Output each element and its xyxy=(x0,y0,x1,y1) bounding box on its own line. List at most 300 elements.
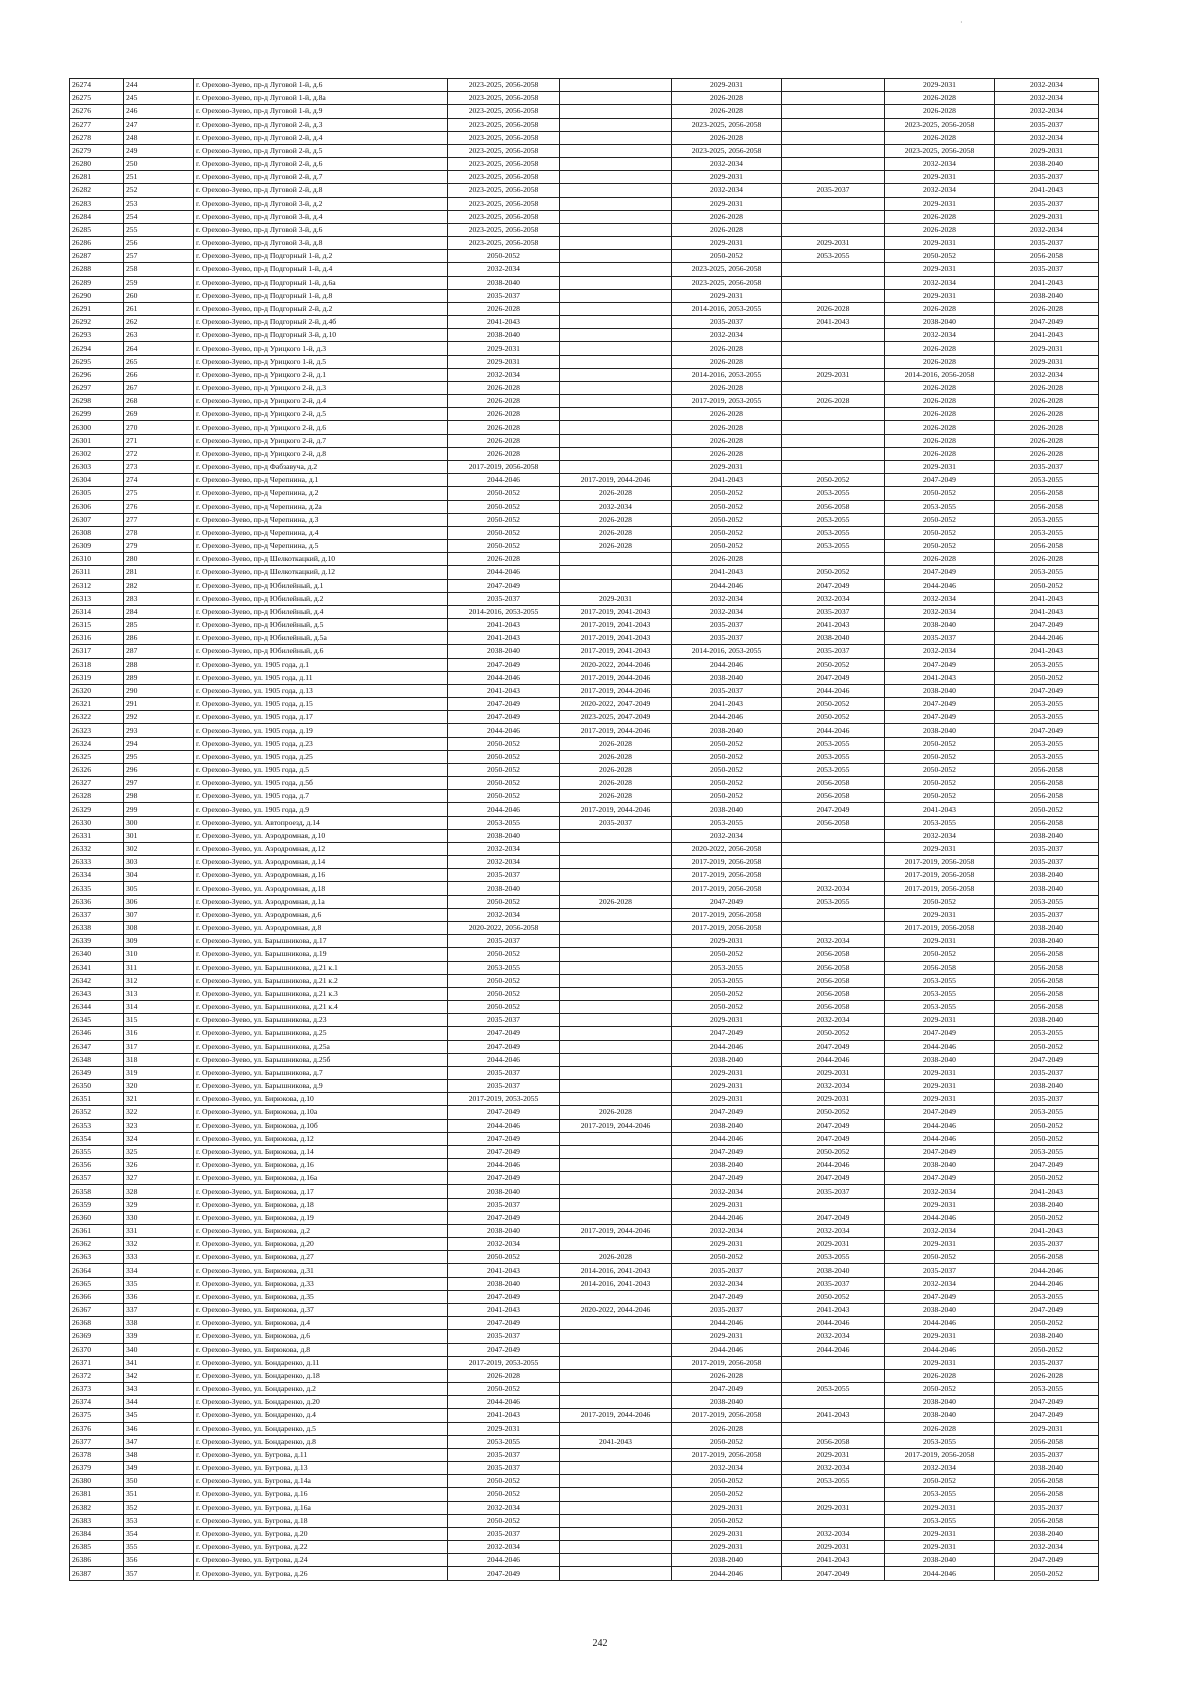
period-1-cell: 2020-2022, 2056-2058 xyxy=(448,922,560,935)
row-number-cell: 352 xyxy=(124,1501,194,1514)
period-6-cell: 2041-2043 xyxy=(995,184,1099,197)
period-4-cell: 2056-2058 xyxy=(782,790,885,803)
table-row xyxy=(70,658,1099,671)
period-3-cell: 2017-2019, 2056-2058 xyxy=(672,1356,782,1369)
table-row xyxy=(70,1264,1099,1277)
period-1-cell: 2053-2055 xyxy=(448,961,560,974)
period-6-cell: 2035-2037 xyxy=(995,1501,1099,1514)
period-5-cell: 2053-2055 xyxy=(885,1514,995,1527)
period-2-cell xyxy=(560,908,672,921)
period-3-cell: 2038-2040 xyxy=(672,724,782,737)
period-4-cell: 2053-2055 xyxy=(782,513,885,526)
period-3-cell: 2029-2031 xyxy=(672,1541,782,1554)
table-row xyxy=(70,1514,1099,1527)
period-2-cell: 2035-2037 xyxy=(560,816,672,829)
period-6-cell: 2035-2037 xyxy=(995,263,1099,276)
period-2-cell xyxy=(560,144,672,157)
row-number-cell: 289 xyxy=(124,671,194,684)
period-5-cell: 2047-2049 xyxy=(885,1172,995,1185)
period-1-cell: 2047-2049 xyxy=(448,1567,560,1580)
row-number-cell: 324 xyxy=(124,1132,194,1145)
period-2-cell xyxy=(560,237,672,250)
period-3-cell: 2026-2028 xyxy=(672,408,782,421)
period-6-cell: 2044-2046 xyxy=(995,1264,1099,1277)
period-4-cell: 2056-2058 xyxy=(782,948,885,961)
period-5-cell: 2047-2049 xyxy=(885,566,995,579)
period-3-cell: 2029-2031 xyxy=(672,1080,782,1093)
period-5-cell: 2044-2046 xyxy=(885,1567,995,1580)
period-2-cell xyxy=(560,447,672,460)
period-6-cell: 2047-2049 xyxy=(995,619,1099,632)
row-number-cell: 314 xyxy=(124,1001,194,1014)
period-3-cell: 2032-2034 xyxy=(672,184,782,197)
period-6-cell: 2026-2028 xyxy=(995,408,1099,421)
row-number-cell: 247 xyxy=(124,118,194,131)
period-1-cell: 2044-2046 xyxy=(448,1396,560,1409)
period-5-cell: 2029-2031 xyxy=(885,935,995,948)
period-5-cell: 2029-2031 xyxy=(885,1527,995,1540)
address-cell: г. Орехово-Зуево, ул. Бугрова, д.20 xyxy=(194,1527,448,1540)
row-number-cell: 271 xyxy=(124,434,194,447)
period-4-cell: 2041-2043 xyxy=(782,619,885,632)
row-id-cell: 26332 xyxy=(70,842,124,855)
row-number-cell: 282 xyxy=(124,579,194,592)
period-2-cell xyxy=(560,1211,672,1224)
period-6-cell: 2038-2040 xyxy=(995,829,1099,842)
table-row xyxy=(70,1093,1099,1106)
period-2-cell: 2017-2019, 2044-2046 xyxy=(560,803,672,816)
address-cell: г. Орехово-Зуево, ул. Барышникова, д.25 xyxy=(194,1027,448,1040)
row-number-cell: 275 xyxy=(124,487,194,500)
period-5-cell: 2053-2055 xyxy=(885,816,995,829)
period-3-cell: 2014-2016, 2053-2055 xyxy=(672,645,782,658)
period-5-cell: 2026-2028 xyxy=(885,408,995,421)
address-cell: г. Орехово-Зуево, ул. Бирюкова, д.10а xyxy=(194,1106,448,1119)
period-2-cell xyxy=(560,829,672,842)
period-1-cell: 2023-2025, 2056-2058 xyxy=(448,131,560,144)
period-6-cell: 2032-2034 xyxy=(995,1541,1099,1554)
period-6-cell: 2053-2055 xyxy=(995,658,1099,671)
row-id-cell: 26300 xyxy=(70,421,124,434)
period-3-cell: 2017-2019, 2056-2058 xyxy=(672,1409,782,1422)
address-cell: г. Орехово-Зуево, ул. Барышникова, д.21 к.3 xyxy=(194,987,448,1000)
period-5-cell: 2029-2031 xyxy=(885,1541,995,1554)
period-3-cell: 2053-2055 xyxy=(672,974,782,987)
address-cell: г. Орехово-Зуево, ул. Барышникова, д.23 xyxy=(194,1014,448,1027)
row-number-cell: 354 xyxy=(124,1527,194,1540)
address-cell: г. Орехово-Зуево, ул. Аэродромная, д.16 xyxy=(194,869,448,882)
row-id-cell: 26275 xyxy=(70,92,124,105)
period-6-cell: 2026-2028 xyxy=(995,395,1099,408)
period-3-cell: 2017-2019, 2056-2058 xyxy=(672,1448,782,1461)
period-4-cell xyxy=(782,131,885,144)
table-row xyxy=(70,1277,1099,1290)
row-number-cell: 249 xyxy=(124,144,194,157)
row-number-cell: 310 xyxy=(124,948,194,961)
row-number-cell: 296 xyxy=(124,763,194,776)
table-row xyxy=(70,1251,1099,1264)
period-1-cell: 2047-2049 xyxy=(448,1172,560,1185)
period-3-cell: 2029-2031 xyxy=(672,1238,782,1251)
period-2-cell xyxy=(560,434,672,447)
period-2-cell xyxy=(560,948,672,961)
table-row xyxy=(70,1132,1099,1145)
address-cell: г. Орехово-Зуево, пр-д Черепнина, д.2а xyxy=(194,500,448,513)
period-3-cell: 2032-2034 xyxy=(672,1277,782,1290)
row-id-cell: 26379 xyxy=(70,1462,124,1475)
row-id-cell: 26297 xyxy=(70,381,124,394)
row-id-cell: 26373 xyxy=(70,1383,124,1396)
row-id-cell: 26278 xyxy=(70,131,124,144)
period-6-cell: 2053-2055 xyxy=(995,1106,1099,1119)
period-5-cell: 2050-2052 xyxy=(885,540,995,553)
period-2-cell: 2017-2019, 2041-2043 xyxy=(560,632,672,645)
row-id-cell: 26307 xyxy=(70,513,124,526)
period-3-cell: 2050-2052 xyxy=(672,737,782,750)
table-row xyxy=(70,1343,1099,1356)
row-number-cell: 291 xyxy=(124,698,194,711)
address-cell: г. Орехово-Зуево, ул. Бондаренко, д.5 xyxy=(194,1422,448,1435)
period-2-cell xyxy=(560,1053,672,1066)
period-1-cell: 2050-2052 xyxy=(448,250,560,263)
row-number-cell: 341 xyxy=(124,1356,194,1369)
period-5-cell: 2029-2031 xyxy=(885,842,995,855)
period-6-cell: 2041-2043 xyxy=(995,1224,1099,1237)
row-id-cell: 26329 xyxy=(70,803,124,816)
row-number-cell: 355 xyxy=(124,1541,194,1554)
period-2-cell: 2026-2028 xyxy=(560,737,672,750)
row-number-cell: 312 xyxy=(124,974,194,987)
table-row xyxy=(70,289,1099,302)
period-5-cell: 2053-2055 xyxy=(885,974,995,987)
row-id-cell: 26323 xyxy=(70,724,124,737)
period-6-cell: 2035-2037 xyxy=(995,908,1099,921)
period-3-cell: 2044-2046 xyxy=(672,579,782,592)
period-4-cell: 2029-2031 xyxy=(782,1448,885,1461)
period-3-cell: 2050-2052 xyxy=(672,1435,782,1448)
row-number-cell: 287 xyxy=(124,645,194,658)
row-number-cell: 300 xyxy=(124,816,194,829)
row-number-cell: 325 xyxy=(124,1145,194,1158)
period-2-cell xyxy=(560,1014,672,1027)
table-row xyxy=(70,1396,1099,1409)
row-id-cell: 26349 xyxy=(70,1066,124,1079)
period-4-cell: 2047-2049 xyxy=(782,1119,885,1132)
row-number-cell: 267 xyxy=(124,381,194,394)
period-3-cell: 2032-2034 xyxy=(672,1185,782,1198)
address-cell: г. Орехово-Зуево, ул. Бугрова, д.13 xyxy=(194,1462,448,1475)
address-cell: г. Орехово-Зуево, ул. Бирюкова, д.14 xyxy=(194,1145,448,1158)
period-4-cell: 2056-2058 xyxy=(782,961,885,974)
period-4-cell: 2047-2049 xyxy=(782,1211,885,1224)
period-5-cell: 2050-2052 xyxy=(885,948,995,961)
table-row xyxy=(70,882,1099,895)
row-id-cell: 26355 xyxy=(70,1145,124,1158)
period-6-cell: 2026-2028 xyxy=(995,1369,1099,1382)
period-5-cell: 2044-2046 xyxy=(885,1119,995,1132)
period-5-cell: 2038-2040 xyxy=(885,619,995,632)
period-4-cell: 2032-2034 xyxy=(782,1330,885,1343)
period-2-cell xyxy=(560,1040,672,1053)
address-cell: г. Орехово-Зуево, пр-д Черепнина, д.2 xyxy=(194,487,448,500)
period-2-cell: 2020-2022, 2047-2049 xyxy=(560,698,672,711)
period-3-cell: 2050-2052 xyxy=(672,1514,782,1527)
period-4-cell xyxy=(782,92,885,105)
period-5-cell: 2050-2052 xyxy=(885,777,995,790)
period-6-cell: 2056-2058 xyxy=(995,790,1099,803)
row-number-cell: 333 xyxy=(124,1251,194,1264)
row-number-cell: 305 xyxy=(124,882,194,895)
address-cell: г. Орехово-Зуево, пр-д Подгорный 1-й, д.8 xyxy=(194,289,448,302)
period-5-cell: 2026-2028 xyxy=(885,1369,995,1382)
period-1-cell: 2035-2037 xyxy=(448,935,560,948)
period-3-cell: 2044-2046 xyxy=(672,1317,782,1330)
period-4-cell xyxy=(782,210,885,223)
period-3-cell: 2029-2031 xyxy=(672,1501,782,1514)
period-1-cell: 2023-2025, 2056-2058 xyxy=(448,79,560,92)
period-4-cell: 2032-2034 xyxy=(782,1080,885,1093)
address-cell: г. Орехово-Зуево, ул. Бондаренко, д.11 xyxy=(194,1356,448,1369)
period-1-cell: 2041-2043 xyxy=(448,684,560,697)
address-cell: г. Орехово-Зуево, ул. Бондаренко, д.2 xyxy=(194,1383,448,1396)
period-5-cell: 2017-2019, 2056-2058 xyxy=(885,869,995,882)
period-5-cell: 2029-2031 xyxy=(885,1330,995,1343)
address-cell: г. Орехово-Зуево, ул. 1905 года, д.17 xyxy=(194,711,448,724)
period-2-cell xyxy=(560,1514,672,1527)
period-1-cell: 2047-2049 xyxy=(448,1343,560,1356)
period-3-cell: 2029-2031 xyxy=(672,289,782,302)
period-5-cell: 2038-2040 xyxy=(885,684,995,697)
period-1-cell: 2038-2040 xyxy=(448,882,560,895)
period-5-cell: 2032-2034 xyxy=(885,184,995,197)
period-1-cell: 2050-2052 xyxy=(448,540,560,553)
table-row xyxy=(70,1369,1099,1382)
period-2-cell xyxy=(560,1066,672,1079)
period-5-cell: 2029-2031 xyxy=(885,171,995,184)
table-row xyxy=(70,869,1099,882)
period-6-cell: 2026-2028 xyxy=(995,421,1099,434)
period-5-cell: 2032-2034 xyxy=(885,592,995,605)
period-3-cell: 2026-2028 xyxy=(672,553,782,566)
period-4-cell: 2050-2052 xyxy=(782,711,885,724)
period-5-cell: 2029-2031 xyxy=(885,237,995,250)
table-row xyxy=(70,605,1099,618)
period-2-cell: 2026-2028 xyxy=(560,487,672,500)
period-4-cell: 2041-2043 xyxy=(782,1409,885,1422)
address-cell: г. Орехово-Зуево, пр-д Луговой 1-й, д.8а xyxy=(194,92,448,105)
period-3-cell: 2053-2055 xyxy=(672,961,782,974)
period-1-cell: 2050-2052 xyxy=(448,777,560,790)
row-number-cell: 304 xyxy=(124,869,194,882)
period-5-cell: 2047-2049 xyxy=(885,1027,995,1040)
row-id-cell: 26290 xyxy=(70,289,124,302)
period-5-cell: 2050-2052 xyxy=(885,1475,995,1488)
period-1-cell: 2044-2046 xyxy=(448,566,560,579)
period-4-cell: 2029-2031 xyxy=(782,1501,885,1514)
period-2-cell xyxy=(560,1317,672,1330)
table-row xyxy=(70,1554,1099,1567)
period-5-cell: 2044-2046 xyxy=(885,1211,995,1224)
period-5-cell: 2029-2031 xyxy=(885,1093,995,1106)
row-id-cell: 26386 xyxy=(70,1554,124,1567)
period-3-cell: 2047-2049 xyxy=(672,1106,782,1119)
row-number-cell: 345 xyxy=(124,1409,194,1422)
period-3-cell: 2029-2031 xyxy=(672,1330,782,1343)
table-row xyxy=(70,171,1099,184)
period-1-cell: 2035-2037 xyxy=(448,289,560,302)
period-4-cell: 2029-2031 xyxy=(782,1238,885,1251)
period-4-cell: 2032-2034 xyxy=(782,1462,885,1475)
table-row xyxy=(70,408,1099,421)
address-cell: г. Орехово-Зуево, ул. Аэродромная, д.14 xyxy=(194,856,448,869)
period-6-cell: 2053-2055 xyxy=(995,1027,1099,1040)
period-6-cell: 2026-2028 xyxy=(995,381,1099,394)
period-2-cell xyxy=(560,1159,672,1172)
period-3-cell: 2050-2052 xyxy=(672,763,782,776)
period-1-cell: 2026-2028 xyxy=(448,434,560,447)
period-1-cell: 2050-2052 xyxy=(448,737,560,750)
row-id-cell: 26334 xyxy=(70,869,124,882)
period-2-cell xyxy=(560,329,672,342)
row-id-cell: 26340 xyxy=(70,948,124,961)
table-row xyxy=(70,1448,1099,1461)
address-cell: г. Орехово-Зуево, ул. Бондаренко, д.4 xyxy=(194,1409,448,1422)
period-4-cell: 2026-2028 xyxy=(782,395,885,408)
period-4-cell xyxy=(782,1514,885,1527)
table-row xyxy=(70,1159,1099,1172)
period-1-cell: 2032-2034 xyxy=(448,842,560,855)
period-3-cell: 2023-2025, 2056-2058 xyxy=(672,118,782,131)
period-5-cell: 2050-2052 xyxy=(885,513,995,526)
table-row xyxy=(70,1053,1099,1066)
period-4-cell: 2032-2034 xyxy=(782,1014,885,1027)
row-id-cell: 26327 xyxy=(70,777,124,790)
address-cell: г. Орехово-Зуево, пр-д Луговой 2-й, д.3 xyxy=(194,118,448,131)
period-5-cell: 2035-2037 xyxy=(885,1264,995,1277)
period-4-cell xyxy=(782,342,885,355)
period-2-cell xyxy=(560,1343,672,1356)
period-3-cell: 2035-2037 xyxy=(672,619,782,632)
row-number-cell: 263 xyxy=(124,329,194,342)
table-row xyxy=(70,474,1099,487)
row-number-cell: 286 xyxy=(124,632,194,645)
row-id-cell: 26369 xyxy=(70,1330,124,1343)
period-1-cell: 2035-2037 xyxy=(448,1462,560,1475)
table-row xyxy=(70,302,1099,315)
period-6-cell: 2041-2043 xyxy=(995,1185,1099,1198)
period-5-cell: 2029-2031 xyxy=(885,263,995,276)
period-2-cell xyxy=(560,1396,672,1409)
period-2-cell: 2017-2019, 2044-2046 xyxy=(560,1224,672,1237)
table-row xyxy=(70,250,1099,263)
row-id-cell: 26367 xyxy=(70,1303,124,1316)
period-6-cell: 2047-2049 xyxy=(995,1396,1099,1409)
period-3-cell: 2017-2019, 2053-2055 xyxy=(672,395,782,408)
row-number-cell: 290 xyxy=(124,684,194,697)
address-cell: г. Орехово-Зуево, ул. Бугрова, д.16 xyxy=(194,1488,448,1501)
period-5-cell: 2038-2040 xyxy=(885,316,995,329)
address-cell: г. Орехово-Зуево, пр-д Луговой 2-й, д.6 xyxy=(194,158,448,171)
period-2-cell xyxy=(560,184,672,197)
period-2-cell xyxy=(560,974,672,987)
table-row xyxy=(70,987,1099,1000)
period-1-cell: 2026-2028 xyxy=(448,395,560,408)
period-2-cell xyxy=(560,210,672,223)
period-2-cell: 2017-2019, 2041-2043 xyxy=(560,619,672,632)
period-6-cell: 2050-2052 xyxy=(995,1132,1099,1145)
period-3-cell: 2026-2028 xyxy=(672,434,782,447)
period-1-cell: 2050-2052 xyxy=(448,1488,560,1501)
period-3-cell: 2050-2052 xyxy=(672,513,782,526)
row-id-cell: 26342 xyxy=(70,974,124,987)
period-3-cell: 2050-2052 xyxy=(672,1251,782,1264)
period-2-cell xyxy=(560,342,672,355)
row-id-cell: 26359 xyxy=(70,1198,124,1211)
row-id-cell: 26286 xyxy=(70,237,124,250)
period-1-cell: 2038-2040 xyxy=(448,1224,560,1237)
period-2-cell xyxy=(560,1290,672,1303)
period-5-cell: 2026-2028 xyxy=(885,381,995,394)
address-cell: г. Орехово-Зуево, пр-д Подгорный 2-й, д.2 xyxy=(194,302,448,315)
address-cell: г. Орехово-Зуево, пр-д Луговой 2-й, д.4 xyxy=(194,131,448,144)
table-row xyxy=(70,1066,1099,1079)
period-4-cell: 2044-2046 xyxy=(782,684,885,697)
period-6-cell: 2032-2034 xyxy=(995,79,1099,92)
period-6-cell: 2050-2052 xyxy=(995,1172,1099,1185)
address-cell: г. Орехово-Зуево, ул. Барышникова, д.21 к.2 xyxy=(194,974,448,987)
period-1-cell: 2047-2049 xyxy=(448,579,560,592)
period-3-cell: 2023-2025, 2056-2058 xyxy=(672,263,782,276)
period-2-cell xyxy=(560,1093,672,1106)
table-row xyxy=(70,263,1099,276)
period-3-cell: 2044-2046 xyxy=(672,711,782,724)
period-6-cell: 2044-2046 xyxy=(995,632,1099,645)
period-3-cell: 2026-2028 xyxy=(672,1369,782,1382)
period-6-cell: 2038-2040 xyxy=(995,882,1099,895)
period-6-cell: 2056-2058 xyxy=(995,1514,1099,1527)
period-4-cell: 2050-2052 xyxy=(782,1027,885,1040)
period-6-cell: 2026-2028 xyxy=(995,434,1099,447)
row-number-cell: 339 xyxy=(124,1330,194,1343)
address-cell: г. Орехово-Зуево, ул. Барышникова, д.9 xyxy=(194,1080,448,1093)
period-6-cell: 2050-2052 xyxy=(995,1211,1099,1224)
period-6-cell: 2053-2055 xyxy=(995,513,1099,526)
period-4-cell: 2035-2037 xyxy=(782,184,885,197)
period-2-cell: 2032-2034 xyxy=(560,500,672,513)
row-number-cell: 340 xyxy=(124,1343,194,1356)
address-cell: г. Орехово-Зуево, ул. Аэродромная, д.8 xyxy=(194,922,448,935)
period-6-cell: 2038-2040 xyxy=(995,922,1099,935)
period-2-cell xyxy=(560,1448,672,1461)
row-id-cell: 26315 xyxy=(70,619,124,632)
period-1-cell: 2050-2052 xyxy=(448,1001,560,1014)
period-3-cell: 2032-2034 xyxy=(672,605,782,618)
period-5-cell: 2050-2052 xyxy=(885,750,995,763)
period-4-cell xyxy=(782,105,885,118)
period-3-cell: 2017-2019, 2056-2058 xyxy=(672,882,782,895)
address-cell: г. Орехово-Зуево, ул. 1905 года, д.23 xyxy=(194,737,448,750)
address-cell: г. Орехово-Зуево, ул. Бирюкова, д.35 xyxy=(194,1290,448,1303)
row-number-cell: 320 xyxy=(124,1080,194,1093)
period-3-cell: 2041-2043 xyxy=(672,698,782,711)
period-3-cell: 2020-2022, 2056-2058 xyxy=(672,842,782,855)
period-6-cell: 2038-2040 xyxy=(995,1014,1099,1027)
period-3-cell: 2029-2031 xyxy=(672,1014,782,1027)
period-1-cell: 2017-2019, 2053-2055 xyxy=(448,1093,560,1106)
period-3-cell: 2014-2016, 2053-2055 xyxy=(672,368,782,381)
row-id-cell: 26303 xyxy=(70,460,124,473)
period-4-cell: 2056-2058 xyxy=(782,816,885,829)
